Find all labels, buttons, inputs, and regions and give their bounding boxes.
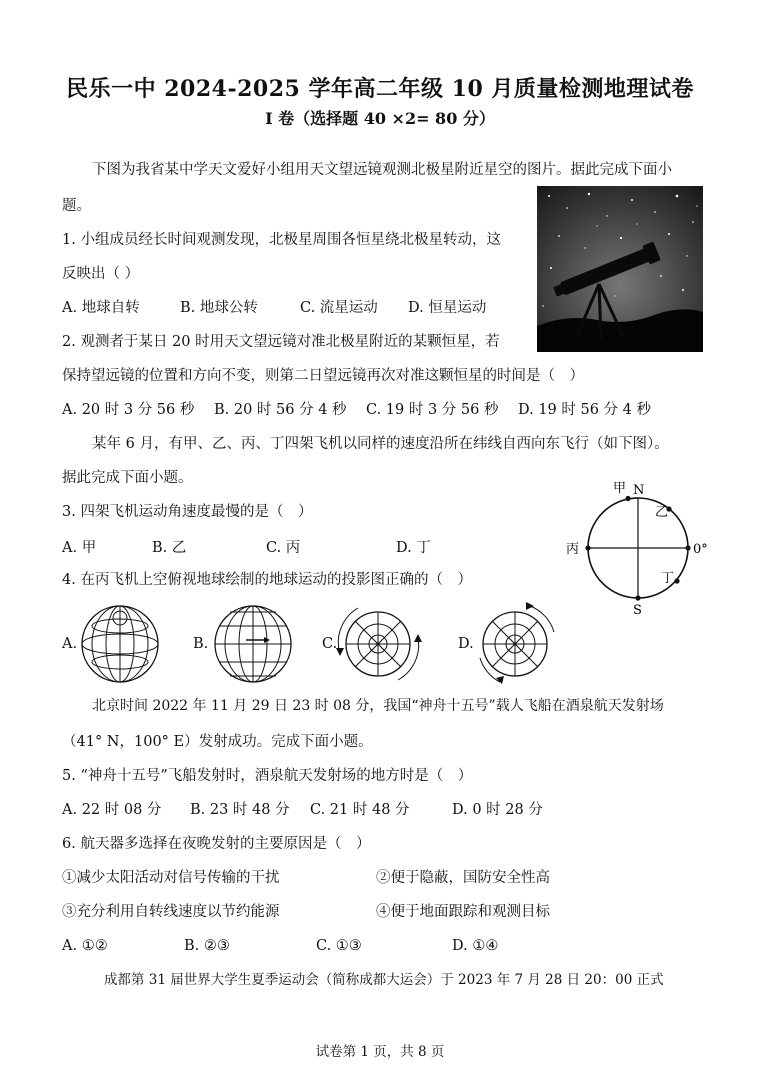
q6-options: [62, 936, 498, 956]
q5-options: [62, 800, 543, 820]
plane-ding-point: [674, 578, 679, 583]
q6-item-4: ④便于地面跟踪和观测目标: [376, 904, 550, 920]
intro1-line1: 下图为我省某中学天文爱好小组用天文望远镜观测北极星附近星空的图片。据此完成下面小: [92, 162, 672, 178]
q6-option-c[interactable]: C. ①③: [316, 938, 362, 954]
q6-item-1: ①减少太阳活动对信号传输的干扰: [62, 870, 280, 886]
q6-item-2: ②便于隐蔽，国防安全性高: [376, 870, 550, 886]
point-zero: [685, 545, 690, 550]
telescope-night-sky-photo: [537, 186, 703, 352]
q2-option-d[interactable]: D. 19 时 56 分 4 秒: [518, 402, 651, 418]
q1-stem-line2: 反映出（ ）: [62, 266, 140, 282]
q2-option-b[interactable]: B. 20 时 56 分 4 秒: [214, 402, 347, 418]
q5-option-c[interactable]: C. 21 时 48 分: [310, 802, 410, 818]
q4-option-c-polar[interactable]: [336, 608, 422, 680]
q4-option-c-label: C.: [322, 636, 338, 652]
plane-jia-point: [625, 496, 630, 501]
label-ding: 丁: [661, 571, 675, 586]
q1-option-a[interactable]: A. 地球自转: [62, 300, 140, 316]
q6-option-b[interactable]: B. ②③: [184, 938, 230, 954]
label-zero-degree: 0°: [693, 542, 708, 557]
label-bing: 丙: [566, 542, 580, 557]
q4-option-d-label: D.: [458, 636, 474, 652]
q5-option-d[interactable]: D. 0 时 28 分: [452, 802, 543, 818]
q3-option-c[interactable]: C. 丙: [266, 540, 301, 556]
q4-option-d-polar[interactable]: [480, 602, 554, 684]
q6-item-3: ③充分利用自转线速度以节约能源: [62, 904, 280, 920]
planes-latitude-diagram: [560, 478, 720, 618]
q1-option-c[interactable]: C. 流星运动: [300, 300, 378, 316]
intro1-line2: 题。: [62, 198, 91, 214]
page-title: 民乐一中 2024-2025 学年高二年级 10 月质量检测地理试卷: [66, 76, 694, 102]
page-footer: 试卷第 1 页，共 8 页: [315, 1044, 445, 1060]
q6-option-d[interactable]: D. ①④: [452, 938, 499, 954]
q3-option-d[interactable]: D. 丁: [396, 540, 431, 556]
q3-options: [62, 538, 431, 558]
q2-options: [62, 400, 651, 420]
intro2-line2: 据此完成下面小题。: [62, 470, 193, 486]
q3-stem: 3. 四架飞机运动角速度最慢的是（ ）: [62, 504, 313, 520]
intro3-line2: （41° N，100° E）发射成功。完成下面小题。: [62, 734, 373, 750]
q6-stem: 6. 航天器多选择在夜晚发射的主要原因是（ ）: [62, 836, 371, 852]
label-yi: 乙: [655, 505, 669, 520]
q4-option-b-globe[interactable]: [215, 606, 291, 682]
intro3-line1: 北京时间 2022 年 11 月 29 日 23 时 08 分，我国“神舟十五号”载人飞船在酒泉航天发射场: [92, 698, 664, 714]
q4-option-a-globe[interactable]: [82, 606, 158, 682]
point-south: [635, 595, 640, 600]
q5-option-b[interactable]: B. 23 时 48 分: [190, 802, 290, 818]
section-subtitle: I 卷（选择题 40 ×2= 80 分）: [265, 109, 495, 128]
q2-option-a[interactable]: A. 20 时 3 分 56 秒: [62, 402, 195, 418]
q4-option-a-label: A.: [62, 636, 78, 652]
q5-stem: 5. “神舟十五号”飞船发射时，酒泉航天发射场的地方时是（ ）: [62, 768, 473, 784]
q1-option-d[interactable]: D. 恒星运动: [408, 300, 487, 316]
q1-options: [62, 298, 486, 318]
q3-option-b[interactable]: B. 乙: [152, 540, 187, 556]
intro4-line1: 成都第 31 届世界大学生夏季运动会（简称成都大运会）于 2023 年 7 月 28 日 20：00 正式: [104, 972, 664, 988]
label-south: S: [633, 603, 642, 618]
plane-bing-point: [585, 545, 590, 550]
q4-projection-options: [60, 602, 560, 686]
intro2-line1: 某年 6 月，有甲、乙、丙、丁四架飞机以同样的速度沿所在纬线自西向东飞行（如下图）。: [92, 436, 669, 452]
q1-option-b[interactable]: B. 地球公转: [180, 300, 258, 316]
q2-stem-line1: 2. 观测者于某日 20 时用天文望远镜对准北极星附近的某颗恒星，若: [62, 334, 500, 350]
q2-stem-line2: 保持望远镜的位置和方向不变，则第二日望远镜再次对准这颗恒星的时间是（ ）: [62, 368, 584, 384]
q5-option-a[interactable]: A. 22 时 08 分: [62, 802, 162, 818]
q4-stem: 4. 在丙飞机上空俯视地球绘制的地球运动的投影图正确的（ ）: [62, 572, 472, 588]
q1-stem-line1: 1. 小组成员经长时间观测发现，北极星周围各恒星绕北极星转动，这: [62, 232, 501, 248]
q4-option-b-label: B.: [193, 636, 209, 652]
q6-option-a[interactable]: A. ①②: [62, 938, 108, 954]
q3-option-a[interactable]: A. 甲: [62, 540, 97, 556]
label-north: N: [633, 483, 645, 498]
q2-option-c[interactable]: C. 19 时 3 分 56 秒: [366, 402, 499, 418]
label-jia: 甲: [613, 481, 627, 496]
